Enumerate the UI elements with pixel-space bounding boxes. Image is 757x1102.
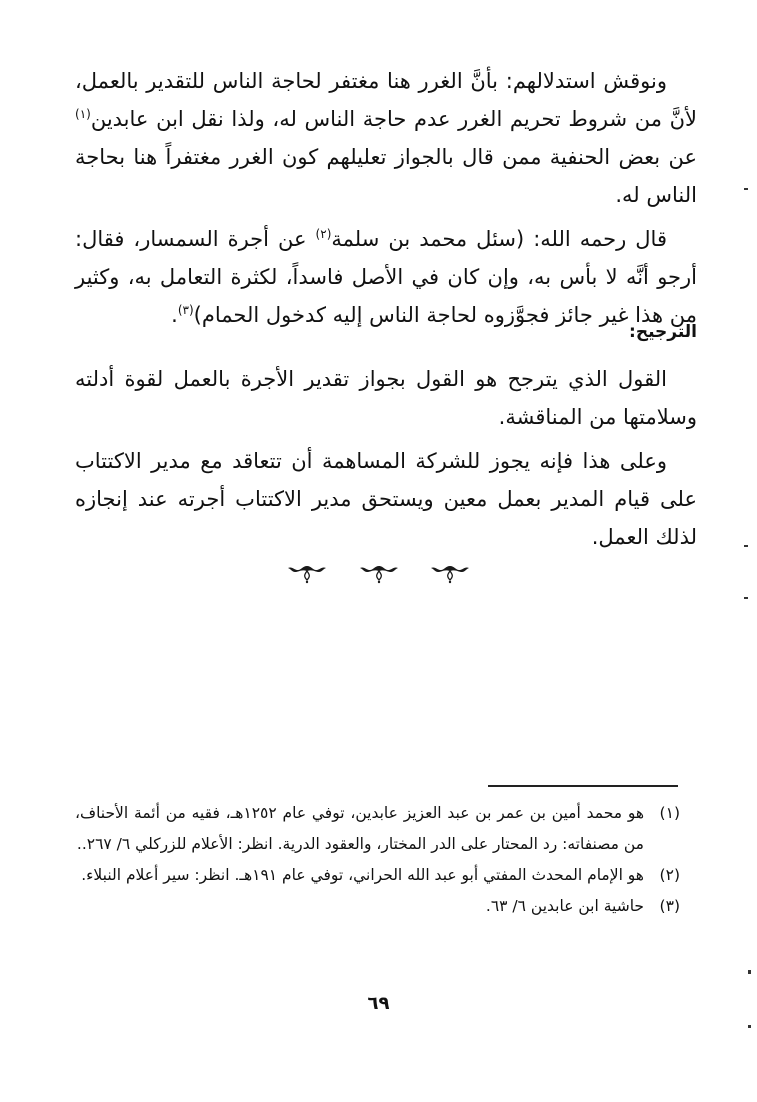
footnotes bbox=[75, 798, 680, 922]
footnote-number: (١) bbox=[659, 804, 680, 822]
footnote-text: هو الإمام المحدث المفتي أبو عبد الله الحراني، توفي عام ١٩١هـ. انظر: سير أعلام النبلاء. bbox=[81, 866, 644, 884]
floral-ornament-icon bbox=[358, 562, 400, 584]
floral-ornament-icon bbox=[429, 562, 471, 584]
footnote-ref-2: (٢) bbox=[315, 227, 332, 241]
footnote-item bbox=[75, 798, 680, 860]
paragraph-quote-body: عن أجرة السمسار، فقال: أرجو أنَّه لا بأس به، وإن كان في الأصل فاسداً، لكثرة التعامل به، وكثير من هذا غير جائز فجوَّزوه لحاجة الناس إليه كدخول الحمام) bbox=[75, 227, 697, 327]
paragraph-preference: القول الذي يترجح هو القول بجواز تقدير الأجرة بالعمل لقوة أدلته وسلامتها من المناقشة. bbox=[75, 367, 697, 429]
paragraph-objection bbox=[75, 62, 697, 214]
footnote-item bbox=[75, 891, 680, 922]
footnote-ref-1: (١) bbox=[75, 107, 91, 121]
footnote-number: (٢) bbox=[659, 866, 680, 884]
main-text-conclusion bbox=[75, 360, 697, 556]
margin-mark bbox=[748, 1025, 751, 1028]
margin-mark bbox=[744, 188, 748, 190]
paragraph-quote bbox=[75, 220, 697, 334]
section-divider bbox=[0, 562, 757, 588]
paragraph-quote-head: قال رحمه الله: (سئل محمد بن سلمة bbox=[331, 227, 667, 251]
footnote-text: هو محمد أمين بن عمر بن عبد العزيز عابدين، توفي عام ١٢٥٢هـ، فقيه من أئمة الأحناف، من مصنفاته: رد المحتار على الدر المختار، والعقود الدرية. انظر: الأعلام للزركلي ٦/ ٢٦٧.. bbox=[75, 804, 644, 853]
paragraph-quote-end: . bbox=[171, 303, 178, 327]
section-heading-preference: الترجيح: bbox=[629, 322, 697, 342]
floral-ornament-icon bbox=[286, 562, 328, 584]
page-number: ٦٩ bbox=[367, 993, 390, 1014]
margin-mark bbox=[748, 970, 751, 974]
paragraph-objection-text: ونوقش استدلالهم: بأنَّ الغرر هنا مغتفر لحاجة الناس للتقدير بالعمل، لأنَّ من شروط تحريم الغرر عدم حاجة الناس له، ولذا نقل ابن عابدين bbox=[75, 69, 697, 131]
margin-mark bbox=[744, 597, 748, 599]
footnote-text: حاشية ابن عابدين ٦/ ٦٣. bbox=[485, 897, 644, 915]
paragraph-ruling: وعلى هذا فإنه يجوز للشركة المساهمة أن تتعاقد مع مدير الاكتتاب على قيام المدير بعمل معين ويستحق مدير الاكتتاب أجرته عند إنجازه لذلك العمل. bbox=[75, 449, 697, 549]
margin-mark bbox=[744, 545, 748, 547]
footnote-ref-3: (٣) bbox=[177, 303, 194, 317]
main-text bbox=[75, 62, 697, 334]
footnote-separator bbox=[488, 785, 678, 787]
footnote-number: (٣) bbox=[659, 897, 680, 915]
paragraph-objection-tail: عن بعض الحنفية ممن قال بالجواز تعليلهم كون الغرر مغتفراً هنا بحاجة الناس له. bbox=[75, 145, 697, 207]
footnote-item bbox=[75, 860, 680, 891]
